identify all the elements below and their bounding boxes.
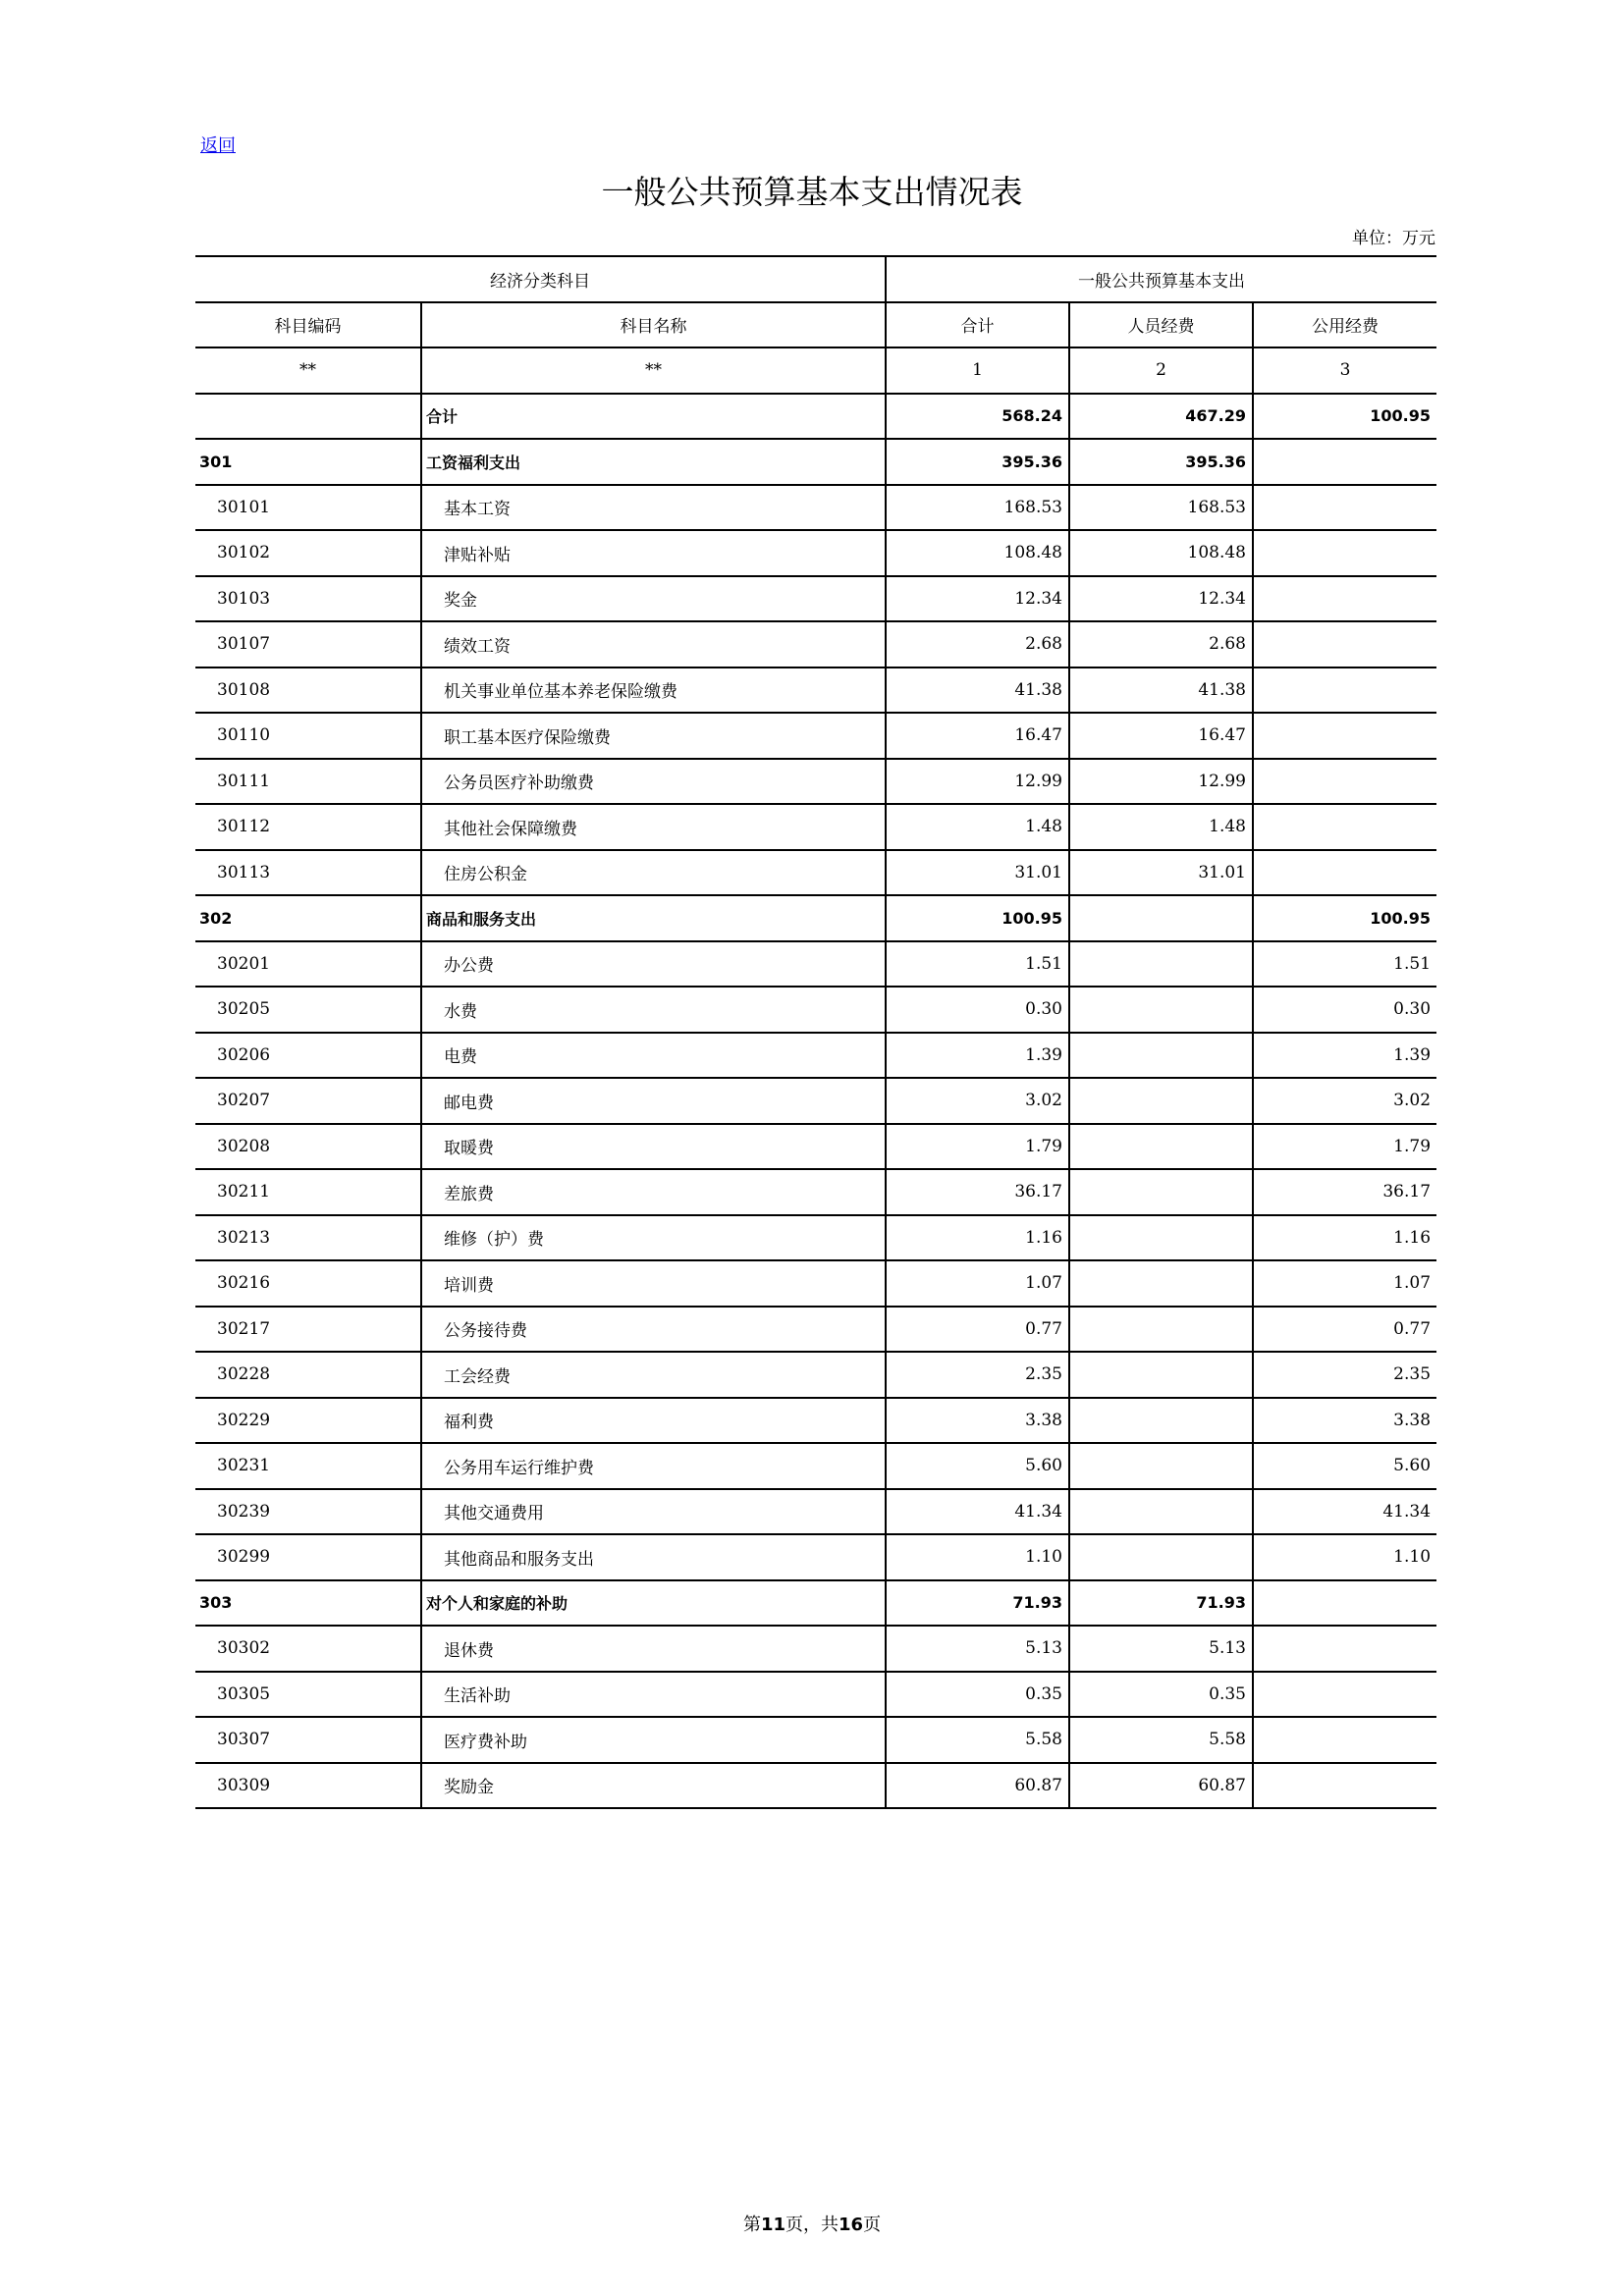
table-row	[195, 1398, 1436, 1444]
table-row	[195, 1307, 1436, 1353]
table-row	[195, 530, 1436, 576]
cell-total: 5.58	[886, 1717, 1069, 1763]
cell-total: 1.39	[886, 1033, 1069, 1079]
index-personnel: 2	[1069, 347, 1253, 394]
cell-name: 奖励金	[421, 1763, 886, 1809]
cell-personnel	[1069, 1352, 1253, 1398]
header-general-budget: 一般公共预算基本支出	[886, 256, 1436, 302]
table-row	[195, 1672, 1436, 1718]
cell-code	[195, 394, 421, 440]
table-row	[195, 759, 1436, 805]
cell-name: 工会经费	[421, 1352, 886, 1398]
cell-personnel	[1069, 1169, 1253, 1215]
cell-total: 568.24	[886, 394, 1069, 440]
cell-total: 41.38	[886, 667, 1069, 714]
cell-total: 0.77	[886, 1307, 1069, 1353]
cell-personnel: 1.48	[1069, 804, 1253, 850]
cell-name: 津贴补贴	[421, 530, 886, 576]
cell-name: 奖金	[421, 576, 886, 622]
cell-public: 36.17	[1253, 1169, 1436, 1215]
cell-public: 5.60	[1253, 1443, 1436, 1489]
cell-public: 1.10	[1253, 1534, 1436, 1580]
table-row	[195, 439, 1436, 485]
index-code: **	[195, 347, 421, 394]
cell-public: 1.79	[1253, 1124, 1436, 1170]
cell-personnel: 71.93	[1069, 1580, 1253, 1627]
cell-name: 职工基本医疗保险缴费	[421, 713, 886, 759]
footer-prefix: 第	[742, 2215, 761, 2235]
footer-middle: 页，共	[785, 2215, 839, 2235]
table-row	[195, 1169, 1436, 1215]
cell-name: 水费	[421, 987, 886, 1033]
cell-name: 住房公积金	[421, 850, 886, 896]
cell-name: 差旅费	[421, 1169, 886, 1215]
table-row	[195, 1078, 1436, 1124]
table-row	[195, 1489, 1436, 1535]
cell-total: 31.01	[886, 850, 1069, 896]
cell-code: 30299	[195, 1534, 421, 1580]
cell-public: 3.02	[1253, 1078, 1436, 1124]
cell-public	[1253, 439, 1436, 485]
cell-public	[1253, 530, 1436, 576]
cell-name: 机关事业单位基本养老保险缴费	[421, 667, 886, 714]
cell-personnel: 5.58	[1069, 1717, 1253, 1763]
cell-public	[1253, 667, 1436, 714]
table-row	[195, 1717, 1436, 1763]
cell-total: 1.10	[886, 1534, 1069, 1580]
cell-code: 30211	[195, 1169, 421, 1215]
cell-code: 30302	[195, 1626, 421, 1672]
cell-code: 30110	[195, 713, 421, 759]
footer-total-pages: 16	[839, 2215, 864, 2235]
cell-code: 30103	[195, 576, 421, 622]
cell-code: 30201	[195, 941, 421, 988]
cell-code: 303	[195, 1580, 421, 1627]
cell-code: 30111	[195, 759, 421, 805]
unit-label: 单位：万元	[1352, 229, 1435, 248]
cell-name: 电费	[421, 1033, 886, 1079]
table-row	[195, 941, 1436, 988]
cell-personnel	[1069, 1078, 1253, 1124]
cell-personnel	[1069, 987, 1253, 1033]
cell-public: 1.16	[1253, 1215, 1436, 1261]
cell-public	[1253, 759, 1436, 805]
cell-code: 30305	[195, 1672, 421, 1718]
cell-code: 301	[195, 439, 421, 485]
footer-page-number: 11	[760, 2215, 785, 2235]
cell-name: 其他交通费用	[421, 1489, 886, 1535]
cell-total: 395.36	[886, 439, 1069, 485]
cell-personnel: 2.68	[1069, 621, 1253, 667]
cell-name: 办公费	[421, 941, 886, 988]
cell-public	[1253, 1717, 1436, 1763]
cell-public: 1.39	[1253, 1033, 1436, 1079]
cell-total: 1.51	[886, 941, 1069, 988]
cell-total: 168.53	[886, 485, 1069, 531]
table-row	[195, 576, 1436, 622]
cell-personnel	[1069, 1443, 1253, 1489]
cell-personnel	[1069, 1033, 1253, 1079]
cell-personnel: 12.99	[1069, 759, 1253, 805]
cell-name: 退休费	[421, 1626, 886, 1672]
cell-public	[1253, 1626, 1436, 1672]
cell-personnel: 31.01	[1069, 850, 1253, 896]
cell-code: 30208	[195, 1124, 421, 1170]
page-footer	[0, 2211, 1624, 2236]
cell-public: 100.95	[1253, 895, 1436, 941]
cell-personnel: 467.29	[1069, 394, 1253, 440]
cell-public	[1253, 621, 1436, 667]
cell-personnel: 395.36	[1069, 439, 1253, 485]
cell-personnel	[1069, 1489, 1253, 1535]
cell-total: 0.35	[886, 1672, 1069, 1718]
cell-name: 商品和服务支出	[421, 895, 886, 941]
cell-name: 维修（护）费	[421, 1215, 886, 1261]
cell-code: 30108	[195, 667, 421, 714]
table-row	[195, 895, 1436, 941]
cell-code: 30107	[195, 621, 421, 667]
table-row	[195, 1215, 1436, 1261]
cell-code: 30112	[195, 804, 421, 850]
index-public: 3	[1253, 347, 1436, 394]
cell-personnel: 16.47	[1069, 713, 1253, 759]
cell-public	[1253, 1580, 1436, 1627]
cell-code: 302	[195, 895, 421, 941]
header-index-row	[195, 347, 1436, 394]
table-row	[195, 1033, 1436, 1079]
table-row	[195, 1352, 1436, 1398]
cell-code: 30205	[195, 987, 421, 1033]
cell-personnel: 12.34	[1069, 576, 1253, 622]
cell-personnel	[1069, 1398, 1253, 1444]
cell-personnel	[1069, 1534, 1253, 1580]
table-row	[195, 394, 1436, 440]
cell-total: 1.07	[886, 1260, 1069, 1307]
cell-total: 108.48	[886, 530, 1069, 576]
cell-personnel: 41.38	[1069, 667, 1253, 714]
cell-personnel: 5.13	[1069, 1626, 1253, 1672]
cell-personnel	[1069, 1260, 1253, 1307]
cell-public	[1253, 1672, 1436, 1718]
cell-public	[1253, 1763, 1436, 1809]
table-row	[195, 1124, 1436, 1170]
cell-total: 12.34	[886, 576, 1069, 622]
cell-name: 绩效工资	[421, 621, 886, 667]
cell-personnel	[1069, 1124, 1253, 1170]
cell-name: 取暖费	[421, 1124, 886, 1170]
cell-name: 合计	[421, 394, 886, 440]
cell-public: 1.51	[1253, 941, 1436, 988]
cell-personnel	[1069, 941, 1253, 988]
table-row	[195, 850, 1436, 896]
cell-total: 5.13	[886, 1626, 1069, 1672]
cell-code: 30217	[195, 1307, 421, 1353]
table-row	[195, 1763, 1436, 1809]
cell-code: 30239	[195, 1489, 421, 1535]
cell-name: 其他社会保障缴费	[421, 804, 886, 850]
cell-total: 2.35	[886, 1352, 1069, 1398]
index-name: **	[421, 347, 886, 394]
table-row	[195, 485, 1436, 531]
cell-total: 3.38	[886, 1398, 1069, 1444]
cell-personnel: 108.48	[1069, 530, 1253, 576]
cell-total: 5.60	[886, 1443, 1069, 1489]
header-public: 公用经费	[1253, 302, 1436, 348]
cell-total: 41.34	[886, 1489, 1069, 1535]
header-group-row	[195, 256, 1436, 302]
cell-code: 30309	[195, 1763, 421, 1809]
cell-name: 公务用车运行维护费	[421, 1443, 886, 1489]
cell-total: 36.17	[886, 1169, 1069, 1215]
cell-total: 1.48	[886, 804, 1069, 850]
cell-name: 工资福利支出	[421, 439, 886, 485]
cell-name: 对个人和家庭的补助	[421, 1580, 886, 1627]
cell-personnel: 168.53	[1069, 485, 1253, 531]
cell-personnel: 60.87	[1069, 1763, 1253, 1809]
cell-total: 1.16	[886, 1215, 1069, 1261]
cell-name: 培训费	[421, 1260, 886, 1307]
back-link[interactable]: 返回	[200, 135, 236, 156]
table-row	[195, 1443, 1436, 1489]
cell-code: 30101	[195, 485, 421, 531]
table-row	[195, 1534, 1436, 1580]
cell-total: 3.02	[886, 1078, 1069, 1124]
cell-code: 30216	[195, 1260, 421, 1307]
footer-suffix: 页	[863, 2215, 882, 2235]
cell-total: 0.30	[886, 987, 1069, 1033]
cell-personnel: 0.35	[1069, 1672, 1253, 1718]
cell-public	[1253, 576, 1436, 622]
cell-total: 12.99	[886, 759, 1069, 805]
table-row	[195, 1626, 1436, 1672]
cell-public: 3.38	[1253, 1398, 1436, 1444]
header-economic-category: 经济分类科目	[195, 256, 886, 302]
cell-public	[1253, 713, 1436, 759]
cell-total: 71.93	[886, 1580, 1069, 1627]
header-column-row	[195, 302, 1436, 348]
cell-name: 公务接待费	[421, 1307, 886, 1353]
cell-code: 30207	[195, 1078, 421, 1124]
budget-table	[195, 255, 1436, 1809]
cell-code: 30231	[195, 1443, 421, 1489]
cell-code: 30228	[195, 1352, 421, 1398]
cell-personnel	[1069, 1307, 1253, 1353]
cell-total: 100.95	[886, 895, 1069, 941]
cell-total: 16.47	[886, 713, 1069, 759]
header-code: 科目编码	[195, 302, 421, 348]
cell-name: 公务员医疗补助缴费	[421, 759, 886, 805]
table-row	[195, 713, 1436, 759]
cell-public: 100.95	[1253, 394, 1436, 440]
cell-total: 2.68	[886, 621, 1069, 667]
header-name: 科目名称	[421, 302, 886, 348]
table-row	[195, 621, 1436, 667]
cell-name: 基本工资	[421, 485, 886, 531]
cell-public: 0.77	[1253, 1307, 1436, 1353]
table-row	[195, 1580, 1436, 1627]
index-total: 1	[886, 347, 1069, 394]
cell-code: 30102	[195, 530, 421, 576]
cell-total: 1.79	[886, 1124, 1069, 1170]
cell-public	[1253, 485, 1436, 531]
cell-name: 邮电费	[421, 1078, 886, 1124]
cell-public: 1.07	[1253, 1260, 1436, 1307]
cell-public: 0.30	[1253, 987, 1436, 1033]
cell-total: 60.87	[886, 1763, 1069, 1809]
cell-code: 30307	[195, 1717, 421, 1763]
table-row	[195, 804, 1436, 850]
table-row	[195, 987, 1436, 1033]
cell-public	[1253, 850, 1436, 896]
cell-code: 30113	[195, 850, 421, 896]
cell-personnel	[1069, 1215, 1253, 1261]
cell-code: 30229	[195, 1398, 421, 1444]
header-personnel: 人员经费	[1069, 302, 1253, 348]
cell-public: 41.34	[1253, 1489, 1436, 1535]
cell-public: 2.35	[1253, 1352, 1436, 1398]
cell-code: 30206	[195, 1033, 421, 1079]
table-row	[195, 1260, 1436, 1307]
cell-name: 福利费	[421, 1398, 886, 1444]
cell-code: 30213	[195, 1215, 421, 1261]
cell-public	[1253, 804, 1436, 850]
header-total: 合计	[886, 302, 1069, 348]
table-row	[195, 667, 1436, 714]
cell-name: 医疗费补助	[421, 1717, 886, 1763]
cell-name: 其他商品和服务支出	[421, 1534, 886, 1580]
cell-personnel	[1069, 895, 1253, 941]
cell-name: 生活补助	[421, 1672, 886, 1718]
page-title: 一般公共预算基本支出情况表	[601, 173, 1023, 211]
